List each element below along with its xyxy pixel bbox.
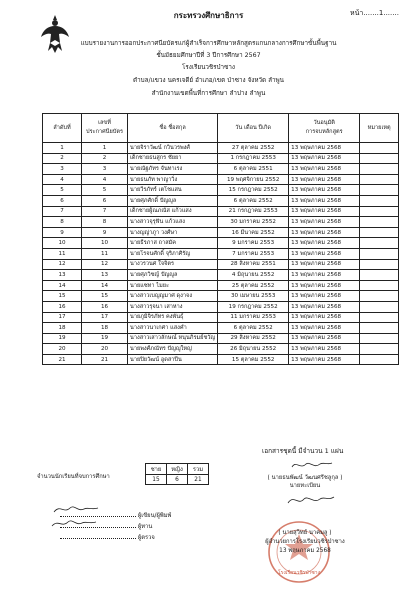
cell-name: นายศุภศักดิ์ ปัญญูล (128, 195, 218, 206)
cell-name: นายธนภัท พาญาวิ่ง (128, 174, 218, 185)
cell-cert-no: 8 (82, 217, 128, 228)
cell-note (360, 153, 399, 164)
cell-birth: 7 มกราคม 2553 (218, 248, 289, 259)
cell-no: 19 (43, 333, 82, 344)
cell-approve: 13 พฤษภาคม 2568 (289, 164, 360, 175)
cell-note (360, 164, 399, 175)
report-title: แบบรายงานการออกประกาศนียบัตรแก่ผู้สำเร็จการศึกษาหลักสูตรแกนกลางการศึกษาขั้นพื้นฐาน (80, 40, 337, 47)
cell-cert-no: 19 (82, 333, 128, 344)
cell-cert-no: 10 (82, 238, 128, 249)
table-body (43, 143, 399, 365)
cell-birth: 15 ตุลาคม 2552 (218, 354, 289, 365)
cell-birth: 16 มีนาคม 2552 (218, 227, 289, 238)
table-row (43, 259, 399, 270)
table-row (43, 185, 399, 196)
ministry-title: กระทรวงศึกษาธิการ (173, 11, 244, 20)
cell-name: เด็กชายผู้ณภณัส แก้วแสง (128, 206, 218, 217)
cell-cert-no: 17 (82, 312, 128, 323)
count-total: 21 (188, 475, 209, 485)
table-row (43, 270, 399, 281)
table-row (43, 206, 399, 217)
table-row (43, 174, 399, 185)
cell-birth: 19 พฤศจิกายน 2552 (218, 174, 289, 185)
education-office: สำนักงานเขตพื้นที่การศึกษา ลำปาง ลำพูน (151, 90, 266, 97)
cell-approve: 13 พฤษภาคม 2568 (289, 280, 360, 291)
cell-no: 18 (43, 323, 82, 334)
cell-no: 8 (43, 217, 82, 228)
table-row (43, 312, 399, 323)
cell-birth: 29 สิงหาคม 2552 (218, 333, 289, 344)
cell-approve: 13 พฤษภาคม 2568 (289, 312, 360, 323)
table-row (43, 301, 399, 312)
cell-no: 6 (43, 195, 82, 206)
cell-note (360, 248, 399, 259)
cell-birth: 6 ตุลาคม 2551 (218, 164, 289, 175)
col-header-name: ชื่อ ชื่อสกุล (128, 114, 218, 143)
cell-note (360, 259, 399, 270)
cell-no: 9 (43, 227, 82, 238)
cell-approve: 13 พฤษภาคม 2568 (289, 333, 360, 344)
cell-no: 21 (43, 354, 82, 365)
cell-no: 16 (43, 301, 82, 312)
cell-cert-no: 12 (82, 259, 128, 270)
cell-approve: 13 พฤษภาคม 2568 (289, 227, 360, 238)
role-checker: ผู้ตรวจ (137, 535, 155, 541)
cell-no: 10 (43, 238, 82, 249)
cell-no: 17 (43, 312, 82, 323)
cell-approve: 13 พฤษภาคม 2568 (289, 217, 360, 228)
cell-cert-no: 4 (82, 174, 128, 185)
cell-name: นายภูมิจิรภัทร คงพันธุ์ (128, 312, 218, 323)
cell-no: 15 (43, 291, 82, 302)
cell-birth: 6 ตุลาคม 2552 (218, 195, 289, 206)
cell-no: 11 (43, 248, 82, 259)
cell-cert-no: 9 (82, 227, 128, 238)
table-row (43, 344, 399, 355)
cell-birth: 19 กรกฎาคม 2552 (218, 301, 289, 312)
cell-approve: 13 พฤษภาคม 2568 (289, 270, 360, 281)
count-header-male: ชาย (146, 464, 167, 475)
table-row (43, 280, 399, 291)
cell-name: นางสาวเสาวลักษณ์ หนุนภิรมย์ชวัญ (128, 333, 218, 344)
cell-no: 4 (43, 174, 82, 185)
document-page-total: เอกสารชุดนี้ มีจำนวน 1 แผ่น (262, 447, 344, 455)
cell-birth: 26 มิถุนายน 2552 (218, 344, 289, 355)
role-writer: ผู้เขียน/ผู้พิมพ์ (137, 513, 172, 519)
cell-name: นางสาวเบญญมาศ ดุงาจง (128, 291, 218, 302)
cell-name: เด็กชายธนสูกร ชัยยา (128, 153, 218, 164)
table-row (43, 195, 399, 206)
cell-cert-no: 16 (82, 301, 128, 312)
graduates-table (42, 113, 399, 365)
table-row (43, 354, 399, 365)
cell-cert-no: 7 (82, 206, 128, 217)
cell-note (360, 238, 399, 249)
cell-note (360, 227, 399, 238)
cell-note (360, 217, 399, 228)
cell-note (360, 206, 399, 217)
cell-note (360, 301, 399, 312)
cell-note (360, 270, 399, 281)
cell-name: นางวรวนศ ใจจิตร (128, 259, 218, 270)
cell-approve: 13 พฤษภาคม 2568 (289, 143, 360, 154)
school-name: โรงเรียนวชิรป่าซาง (182, 64, 235, 71)
cell-cert-no: 18 (82, 323, 128, 334)
cell-birth: 1 กรกฎาคม 2553 (218, 153, 289, 164)
cell-birth: 27 ตุลาคม 2552 (218, 143, 289, 154)
cell-note (360, 354, 399, 365)
cell-approve: 13 พฤษภาคม 2568 (289, 174, 360, 185)
cell-name: นางญญ่าภูา วงศ์ษา (128, 227, 218, 238)
signing-date: 13 พฤษภาคม 2568 (279, 548, 331, 554)
svg-text:โรงเรียนวชิรป่าซาง: โรงเรียนวชิรป่าซาง (277, 570, 321, 576)
cell-approve: 13 พฤษภาคม 2568 (289, 344, 360, 355)
cell-approve: 13 พฤษภาคม 2568 (289, 153, 360, 164)
cell-approve: 13 พฤษภาคม 2568 (289, 291, 360, 302)
cell-birth: 4 มิถุนายน 2552 (218, 270, 289, 281)
cell-approve: 13 พฤษภาคม 2568 (289, 323, 360, 334)
cell-birth: 25 ตุลาคม 2552 (218, 280, 289, 291)
cell-birth: 9 มกราคม 2553 (218, 238, 289, 249)
cell-birth: 15 กรกฎาคม 2552 (218, 185, 289, 196)
table-row (43, 164, 399, 175)
director-name: ( นายสุวิทย์ นาคมลู ) (278, 530, 332, 536)
cell-name: นางสาวนาเกศา แสงคำ (128, 323, 218, 334)
cell-name: นายจิราวัฒน์ กวินวรพงศ์ (128, 143, 218, 154)
table-row (43, 227, 399, 238)
cell-name: นายปิยวัฒน์ อูดสาปีน (128, 354, 218, 365)
cell-approve: 13 พฤษภาคม 2568 (289, 195, 360, 206)
cell-no: 20 (43, 344, 82, 355)
cell-approve: 13 พฤษภาคม 2568 (289, 354, 360, 365)
cell-cert-no: 6 (82, 195, 128, 206)
cell-approve: 13 พฤษภาคม 2568 (289, 185, 360, 196)
registrar-signature (290, 458, 334, 472)
cell-name: นางสาวรุจนา เสาหาง (128, 301, 218, 312)
cell-no: 7 (43, 206, 82, 217)
cell-no: 14 (43, 280, 82, 291)
cell-no: 3 (43, 164, 82, 175)
cell-no: 13 (43, 270, 82, 281)
cell-name: นายวีรภัทร์ เตโชแสน (128, 185, 218, 196)
cell-note (360, 195, 399, 206)
cell-name: นายธีรภาส ถาสมัค (128, 238, 218, 249)
cell-birth: 6 ตุลาคม 2552 (218, 323, 289, 334)
table-header-row (43, 114, 399, 143)
count-female: 6 (167, 475, 188, 485)
cell-cert-no: 20 (82, 344, 128, 355)
cell-approve: 13 พฤษภาคม 2568 (289, 248, 360, 259)
cell-approve: 13 พฤษภาคม 2568 (289, 259, 360, 270)
table-row (43, 238, 399, 249)
table-row (43, 323, 399, 334)
registrar-name: ( นายธนพัฒน์ วัฒนศรีชลูกุล ) (267, 475, 343, 481)
report-level-year: ชั้นมัธยมศึกษาปีที่ 3 ปีการศึกษา 2567 (156, 52, 261, 59)
cell-cert-no: 1 (82, 143, 128, 154)
count-header-total: รวม (188, 464, 209, 475)
cell-name: นายณัฐภัทร จันทาเรง (128, 164, 218, 175)
cell-note (360, 174, 399, 185)
school-address: ตำบล/แขวง นครเจดีย์ อำเภอ/เขต ป่าซาง จังหวัด ลำพูน (133, 77, 284, 84)
cell-note (360, 312, 399, 323)
count-male: 15 (146, 475, 167, 485)
director-signature (286, 492, 336, 508)
cell-name: นายศุภวิชญ์ ปัญญูล (128, 270, 218, 281)
cell-note (360, 280, 399, 291)
cell-note (360, 344, 399, 355)
cell-birth: 28 สิงหาคม 2551 (218, 259, 289, 270)
cell-cert-no: 13 (82, 270, 128, 281)
cell-no: 5 (43, 185, 82, 196)
cell-cert-no: 11 (82, 248, 128, 259)
table-row (43, 143, 399, 154)
cell-no: 12 (43, 259, 82, 270)
cell-name: นายพงศ์ภณัทร ปัญญูใหญ่ (128, 344, 218, 355)
cell-approve: 13 พฤษภาคม 2568 (289, 238, 360, 249)
cell-cert-no: 14 (82, 280, 128, 291)
page-number: หน้า.......1....... (350, 9, 399, 17)
cell-birth: 11 มกราคม 2553 (218, 312, 289, 323)
cell-note (360, 333, 399, 344)
director-title: ผู้อำนวยการโรงเรียนวชิรป่าซาง (265, 539, 345, 545)
cell-note (360, 143, 399, 154)
graduate-count-label: จำนวนนักเรียนที่จบการศึกษา (37, 474, 110, 480)
cell-note (360, 185, 399, 196)
col-header-cert-no: เลขที่ ประกาศนียบัตร (82, 114, 128, 143)
cell-birth: 21 กรกฎาคม 2553 (218, 206, 289, 217)
table-row (43, 248, 399, 259)
col-header-approve: วันอนุมัติ การจบหลักสูตร (289, 114, 360, 143)
role-reviewer: ผู้ทาน (137, 524, 153, 530)
cell-approve: 13 พฤษภาคม 2568 (289, 206, 360, 217)
cell-cert-no: 21 (82, 354, 128, 365)
cell-cert-no: 3 (82, 164, 128, 175)
cell-name: นายโรจนศักดิ์ จุริภาศิรัญ (128, 248, 218, 259)
cell-no: 1 (43, 143, 82, 154)
table-row (43, 333, 399, 344)
cell-name: นายแซทา ไมยะ (128, 280, 218, 291)
cell-cert-no: 2 (82, 153, 128, 164)
graduate-count-table (145, 463, 209, 485)
cell-note (360, 323, 399, 334)
cell-cert-no: 15 (82, 291, 128, 302)
cell-cert-no: 5 (82, 185, 128, 196)
col-header-note: หมายเหตุ (360, 114, 399, 143)
registrar-title: นายทะเบียน (289, 483, 321, 489)
cell-no: 2 (43, 153, 82, 164)
table-row (43, 291, 399, 302)
cell-birth: 30 เมษายน 2553 (218, 291, 289, 302)
cell-note (360, 291, 399, 302)
cell-approve: 13 พฤษภาคม 2568 (289, 301, 360, 312)
count-header-female: หญิง (167, 464, 188, 475)
cell-name: นางสาวจุรุฬัน แก้วแสง (128, 217, 218, 228)
col-header-no: ลำดับที่ (43, 114, 82, 143)
cell-birth: 30 มกราคม 2552 (218, 217, 289, 228)
table-row (43, 217, 399, 228)
col-header-birth: วัน เดือน ปีเกิด (218, 114, 289, 143)
table-row (43, 153, 399, 164)
